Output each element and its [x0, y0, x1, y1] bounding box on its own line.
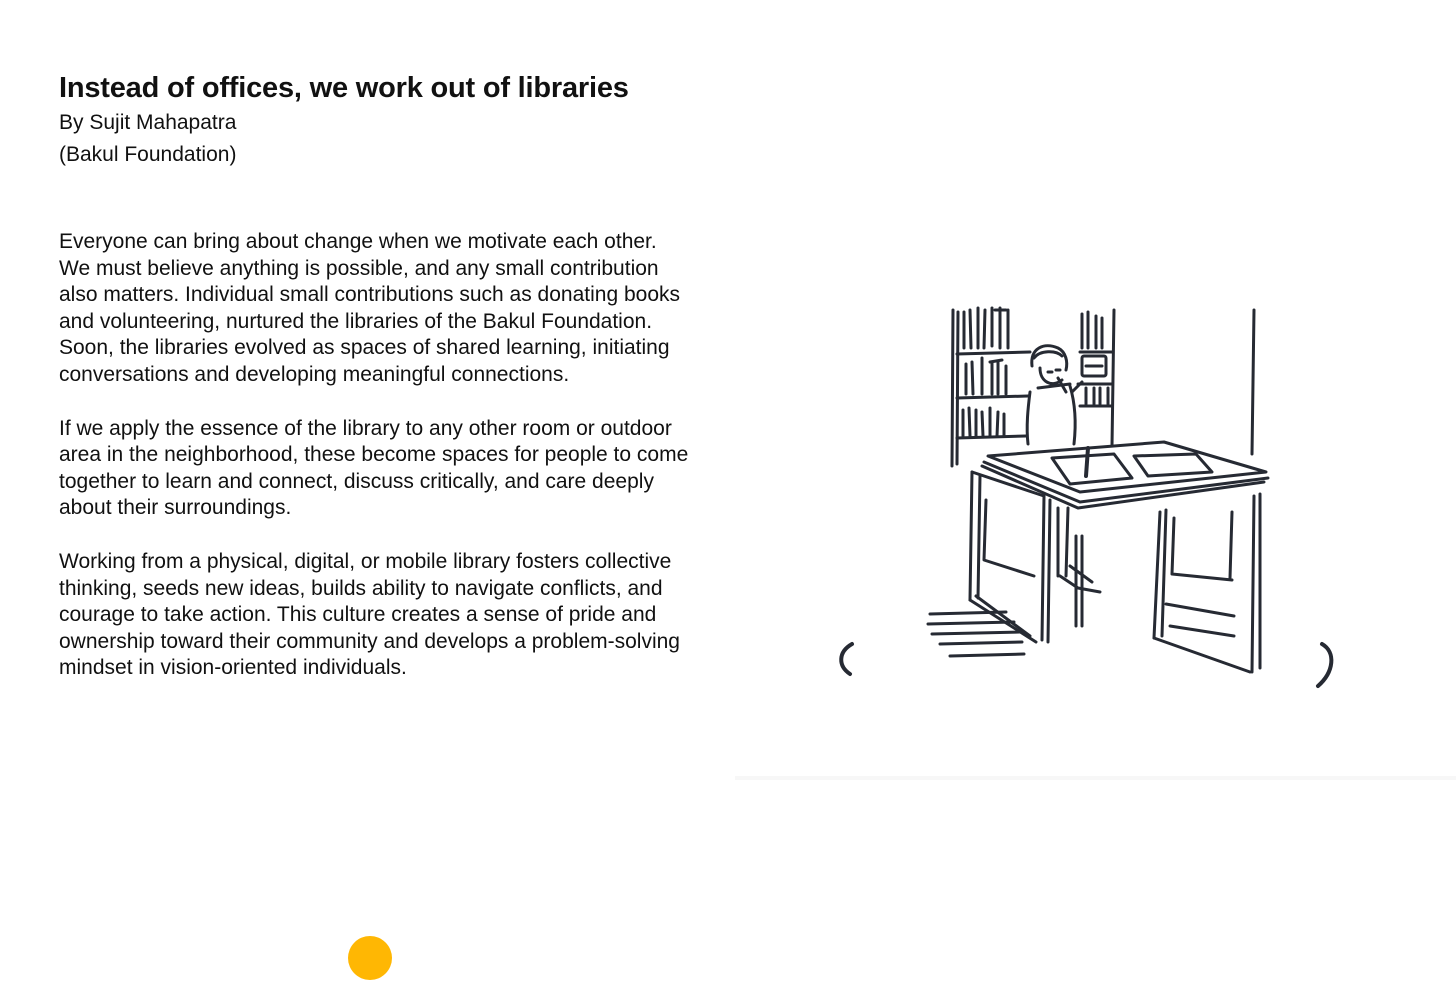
article-paragraph-1: Everyone can bring about change when we motivate each other. We must believe anything is possible, and any small contribution also matters. Individual small contributions such as donating books and volunteering, nurtured the libraries of the Bakul Foundation. Soon, the libraries evolved as spaces of shared learning, initiating conversations and developing meaningful connections.	[59, 230, 680, 386]
library-desk-sketch	[830, 296, 1350, 696]
article	[59, 70, 699, 682]
article-paragraph-3: Working from a physical, digital, or mobile library fosters collective thinking, seeds new ideas, builds ability to navigate conflicts, and courage to take action. This culture creates a sense of pride and ownership toward their community and develops a problem-solving mindset in vision-oriented individuals.	[59, 549, 680, 680]
library-desk-illustration	[830, 296, 1350, 696]
progress-indicator-dot[interactable]	[348, 936, 392, 980]
article-paragraph-2: If we apply the essence of the library to any other room or outdoor area in the neighborhood, these become spaces for people to come together to learn and connect, discuss critically, and care deeply about their surroundings.	[59, 416, 689, 520]
author-name: By Sujit Mahapatra	[59, 111, 237, 134]
organization-name: (Bakul Foundation)	[59, 143, 237, 166]
section-divider	[735, 776, 1456, 780]
page-title: Instead of offices, we work out of libraries	[59, 72, 629, 104]
